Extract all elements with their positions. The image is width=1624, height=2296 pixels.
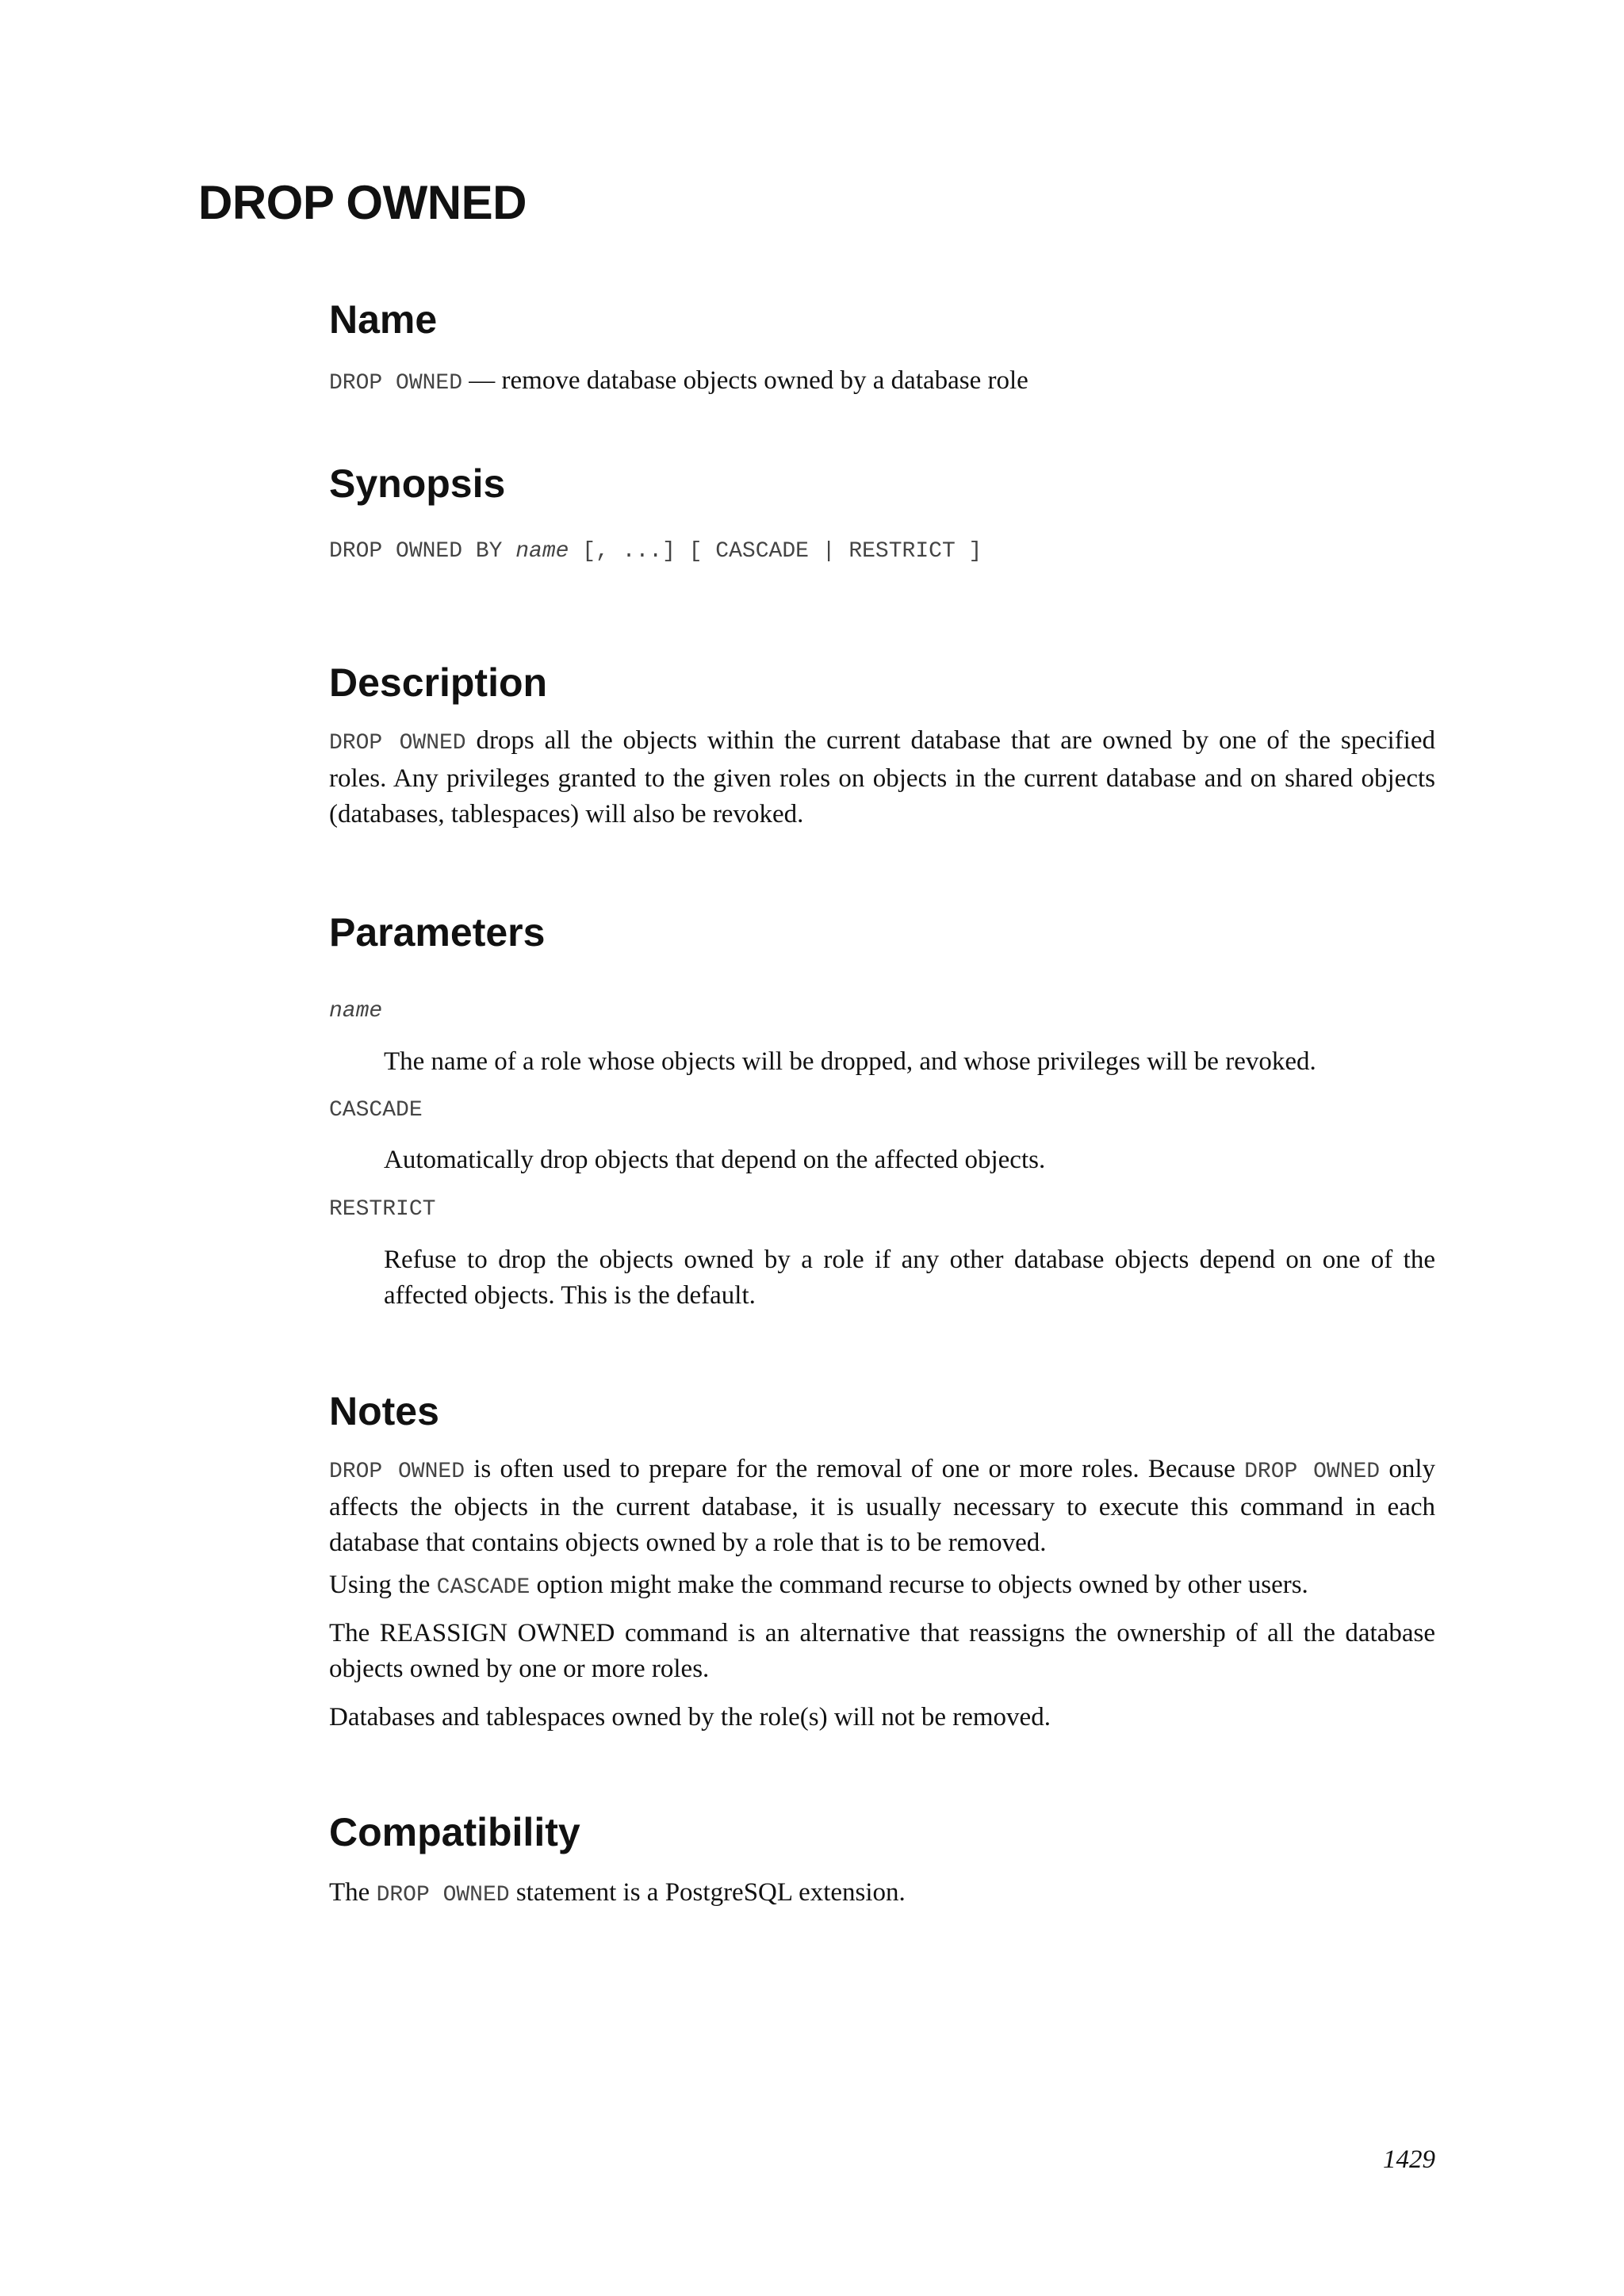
name-heading: Name [329,297,438,342]
notes-paragraph-2 [329,1567,1435,1605]
compatibility-command: DROP OWNED [376,1883,510,1908]
param-description: Refuse to drop the objects owned by a role if any other database objects depend on one of the affected objects. This is the default. [384,1246,1435,1310]
notes-paragraph-1 [329,1452,1435,1561]
param-term: RESTRICT [329,1197,436,1222]
page-title: DROP OWNED [198,176,527,229]
compatibility-pre: The [329,1878,377,1907]
compatibility-text [329,1875,1435,1913]
synopsis-code [329,536,982,568]
notes-option: CASCADE [436,1575,530,1600]
command-name: DROP OWNED [329,371,463,396]
description-heading: Description [329,660,548,705]
compatibility-post: statement is a PostgreSQL extension. [509,1878,906,1907]
param-term: CASCADE [329,1098,423,1123]
param-term: name [329,999,383,1024]
notes-paragraph-4: Databases and tablespaces owned by the role(s) will not be removed. [329,1703,1051,1732]
notes-text: Using the [329,1571,437,1599]
synopsis-pre: DROP OWNED BY [329,539,516,564]
param-description: Automatically drop objects that depend on the affected objects. [384,1146,1046,1174]
notes-text: is often used to prepare for the removal of one or more roles. Because [465,1455,1245,1483]
parameters-heading: Parameters [329,910,546,955]
description-command: DROP OWNED [329,731,466,756]
description-text [329,723,1435,832]
notes-text: option might make the command recurse to objects owned by other users. [530,1571,1308,1599]
param-description: The name of a role whose objects will be dropped, and whose privileges will be revoked. [384,1047,1316,1076]
notes-heading: Notes [329,1389,439,1433]
synopsis-heading: Synopsis [329,461,506,506]
summary-text: — remove database objects owned by a database role [462,366,1028,395]
notes-command: DROP OWNED [329,1460,465,1484]
synopsis-param: name [515,539,569,564]
notes-text: only affects the objects in the current database, it is usually necessary to execute this command in each database that contains objects owned by a role that is to be removed. [329,1455,1436,1557]
description-body: drops all the objects within the current database that are owned by one of the specified roles. Any privileges granted to the given roles on objects in the current database and on shared objects (databases, tablespaces) will also be revoked. [329,726,1435,828]
name-summary [329,363,1435,401]
synopsis-post: [, ...] [ CASCADE | RESTRICT ] [569,539,982,564]
notes-paragraph-3: The REASSIGN OWNED command is an alternative that reassigns the ownership of all the database objects owned by one or more roles. [329,1619,1435,1683]
compatibility-heading: Compatibility [329,1810,580,1854]
page-number: 1429 [1383,2145,1435,2174]
notes-command: DROP OWNED [1244,1460,1381,1484]
